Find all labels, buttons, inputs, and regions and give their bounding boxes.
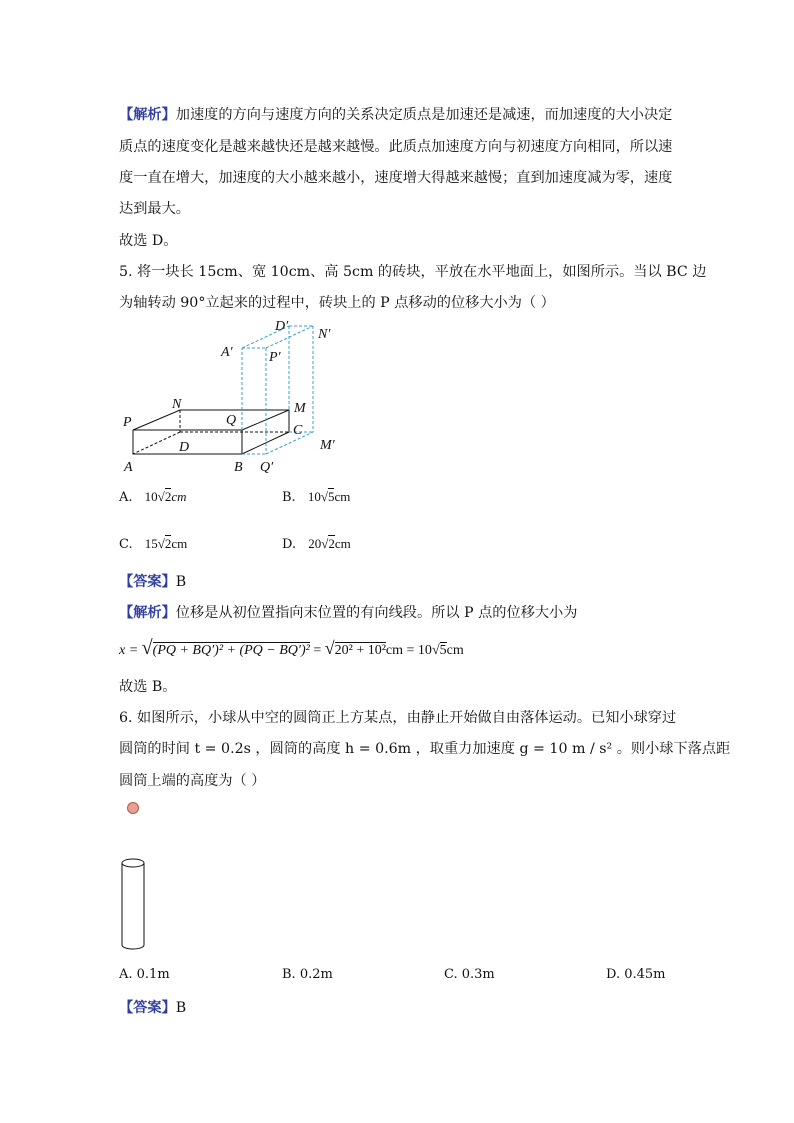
q4-analysis-line-3: 度一直在增大，加速度的大小越来越小，速度增大得越来越慢；直到加速度减为零，速度 [119, 170, 673, 186]
q5-option-c: C. 15√2cm [119, 536, 188, 552]
sqrt-symbol: √ [324, 638, 335, 658]
q6-option-a: A. 0.1m [119, 967, 170, 982]
q6-stem-line-3: 圆筒上端的高度为（ ） [119, 773, 266, 789]
q6-stem-line-2: 圆筒的时间 t = 0.2s ，圆筒的高度 h = 0.6m ，取重力加速度 g = 10 m / s² 。则小球下落点距 [119, 741, 731, 757]
label-Aprime: A′ [221, 345, 233, 360]
q5-formula: x = √(PQ + BQ′)² + (PQ − BQ′)² = √20² + 10²cm = 10√5cm [119, 637, 464, 659]
q6-option-c: C. 0.3m [444, 967, 495, 982]
q6-stem-line-1: 6. 如图所示，小球从中空的圆筒正上方某点，由静止开始做自由落体运动。已知小球穿过 [119, 710, 677, 726]
sqrt-symbol: √ [157, 536, 165, 551]
answer-tag: 【答案】 [119, 574, 176, 590]
label-P: P [123, 415, 132, 430]
label-Qprime: Q′ [260, 460, 274, 475]
sqrt-symbol: √ [141, 637, 153, 659]
q5-answer: 【答案】B [119, 574, 187, 590]
label-C: C [293, 423, 303, 438]
q5-stem-line-2: 为轴转动 90°立起来的过程中，砖块上的 P 点移动的位移大小为（ ） [119, 295, 555, 311]
q5-option-a: A. 10√2cm [119, 489, 187, 505]
q6-answer: 【答案】B [119, 1000, 187, 1016]
label-N: N [172, 397, 182, 412]
q6-option-b: B. 0.2m [282, 967, 333, 982]
label-A: A [124, 460, 133, 475]
label-Nprime: N′ [318, 327, 331, 342]
answer-tag: 【答案】 [119, 1000, 176, 1016]
q5-option-d: D. 20√2cm [282, 536, 351, 552]
sqrt-symbol: √ [321, 536, 329, 551]
brick-figure [118, 318, 358, 478]
q5-option-b: B. 10√5cm [282, 489, 351, 505]
sqrt-symbol: √ [157, 489, 165, 504]
rotated-brick-outline [242, 326, 313, 454]
label-Mprime: M′ [320, 438, 335, 453]
label-B: B [234, 460, 243, 475]
label-D: D [179, 440, 190, 455]
q4-analysis-line-1: 【解析】加速度的方向与速度方向的关系决定质点是加速还是减速，而加速度的大小决定 [119, 107, 673, 123]
q5-analysis: 【解析】位移是从初位置指向末位置的有向线段。所以 P 点的位移大小为 [119, 605, 578, 621]
q5-conclusion: 故选 B。 [119, 679, 177, 695]
sqrt-symbol: √ [431, 643, 440, 658]
label-M: M [294, 401, 306, 416]
ball-icon [128, 803, 139, 814]
q4-conclusion: 故选 D。 [119, 233, 178, 249]
analysis-tag: 【解析】 [119, 107, 176, 123]
option-a-coef: 10 [144, 489, 158, 504]
q6-option-d: D. 0.45m [606, 967, 666, 982]
label-Q: Q [226, 413, 237, 428]
q5-stem-line-1: 5. 将一块长 15cm、宽 10cm、高 5cm 的砖块，平放在水平地面上，如图所示。当以 BC 边 [119, 264, 707, 280]
cylinder-figure [115, 795, 165, 955]
label-Pprime: P′ [269, 350, 281, 365]
hidden-edge-diag [133, 432, 180, 454]
label-Dprime: D′ [275, 319, 289, 334]
sqrt-symbol: √ [320, 489, 328, 504]
q4-analysis-line-2: 质点的速度变化是越来越快还是越来越慢。此质点加速度方向与初速度方向相同，所以速 [119, 139, 673, 155]
q4-analysis-line-4: 达到最大。 [119, 201, 190, 217]
analysis-tag: 【解析】 [119, 605, 176, 621]
tube-icon [122, 859, 144, 949]
